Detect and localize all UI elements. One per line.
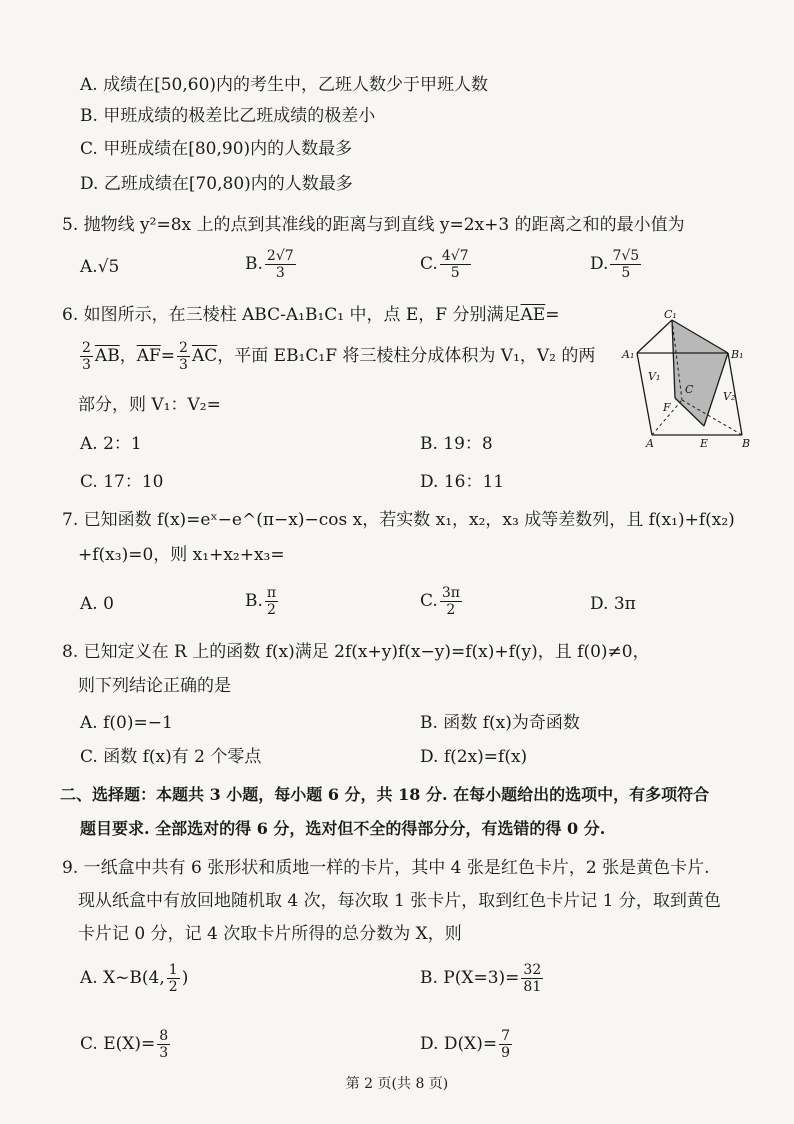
q4-option-d: D. 乙班成绩在[70,80)内的人数最多 <box>80 174 353 194</box>
q9-option-c: C. E(X)= $\frac{8}{3}$ <box>80 1028 169 1061</box>
label-c: C <box>685 383 694 396</box>
q5-stem: 5. 抛物线 y²=8x 上的点到其准线的距离与到直线 y=2x+3 的距离之和的最小值为 <box>62 215 685 235</box>
label-f: F <box>663 401 671 414</box>
label-v2: V₂ <box>723 390 736 403</box>
q6-option-b: B. 19：8 <box>420 434 493 454</box>
q7-option-c: C. $\frac{3\pi}{2}$ <box>420 585 460 618</box>
q6-line2: $\frac{2}{3}$ $\overline{AB}$，$\overline{AF}=$ $\frac{2}{3}$ $\overline{AC}$，平面 EB₁C₁F 将三棱柱分成体积为 V₁，V₂ 的两 <box>82 340 596 373</box>
q7-option-b: B. $\frac{\pi}{2}$ <box>245 585 277 618</box>
q6-option-c: C. 17：10 <box>80 472 164 492</box>
q7-option-d: D. 3π <box>590 594 636 614</box>
label-b: B <box>742 437 751 450</box>
q6-line1: 6. 如图所示，在三棱柱 ABC-A₁B₁C₁ 中，点 E，F 分别满足$\overline{AE}=$ <box>62 305 560 325</box>
label-v1: V₁ <box>648 370 661 383</box>
page-footer: 第 2 页(共 8 页) <box>345 1076 449 1092</box>
q8-option-d: D. f(2x)=f(x) <box>420 747 528 767</box>
label-a: A <box>646 437 654 450</box>
q9-line3: 卡片记 0 分，记 4 次取卡片所得的总分数为 X，则 <box>78 924 462 944</box>
prism-figure <box>620 308 770 450</box>
q7-line1: 7. 已知函数 f(x)=eˣ−e^(π−x)−cos x，若实数 x₁，x₂，x₃ 成等差数列，且 f(x₁)+f(x₂) <box>62 510 735 530</box>
q8-option-a: A. f(0)=−1 <box>80 713 173 733</box>
q6-option-a: A. 2：1 <box>80 434 142 454</box>
q9-option-a: A. X~B(4, $\frac{1}{2}$ ) <box>80 962 189 995</box>
label-c1: C₁ <box>664 308 677 321</box>
q4-option-c: C. 甲班成绩在[80,90)内的人数最多 <box>80 139 353 159</box>
q8-option-c: C. 函数 f(x)有 2 个零点 <box>80 747 262 767</box>
q6-line3: 部分，则 V₁：V₂= <box>78 395 221 415</box>
q7-option-a: A. 0 <box>80 594 114 614</box>
q4-option-b: B. 甲班成绩的极差比乙班成绩的极差小 <box>80 106 376 126</box>
q7-line2: +f(x₃)=0，则 x₁+x₂+x₃= <box>78 545 285 565</box>
q9-line1: 9. 一纸盒中共有 6 张形状和质地一样的卡片，其中 4 张是红色卡片，2 张是黄色卡片. <box>62 858 710 878</box>
section2-line2: 题目要求. 全部选对的得 6 分，选对但不全的得部分分，有选错的得 0 分. <box>80 819 606 838</box>
q9-option-b: B. P(X=3)= $\frac{32}{81}$ <box>420 962 542 995</box>
q8-option-b: B. 函数 f(x)为奇函数 <box>420 713 580 733</box>
q8-line2: 则下列结论正确的是 <box>78 676 231 696</box>
label-a1: A₁ <box>622 348 635 361</box>
q5-option-a: A.√5 <box>80 257 120 277</box>
q8-line1: 8. 已知定义在 R 上的函数 f(x)满足 2f(x+y)f(x−y)=f(x)+f(y)，且 f(0)≠0， <box>62 642 650 662</box>
q9-option-d: D. D(X)= $\frac{7}{9}$ <box>420 1028 510 1061</box>
q5-option-d: D. $\frac{7√5}{5}$ <box>590 248 640 281</box>
q5-option-c: C. $\frac{4√7}{5}$ <box>420 248 469 281</box>
q4-option-a: A. 成绩在[50,60)内的考生中，乙班人数少于甲班人数 <box>80 75 489 95</box>
q9-line2: 现从纸盒中有放回地随机取 4 次，每次取 1 张卡片，取到红色卡片记 1 分，取到黄色 <box>78 891 721 911</box>
label-b1: B₁ <box>731 348 744 361</box>
label-e: E <box>700 437 709 450</box>
q6-option-d: D. 16：11 <box>420 472 505 492</box>
q5-option-b: B. $\frac{2√7}{3}$ <box>245 248 294 281</box>
section2-line1: 二、选择题：本题共 3 小题，每小题 6 分，共 18 分. 在每小题给出的选项中，有多项符合 <box>60 785 710 804</box>
